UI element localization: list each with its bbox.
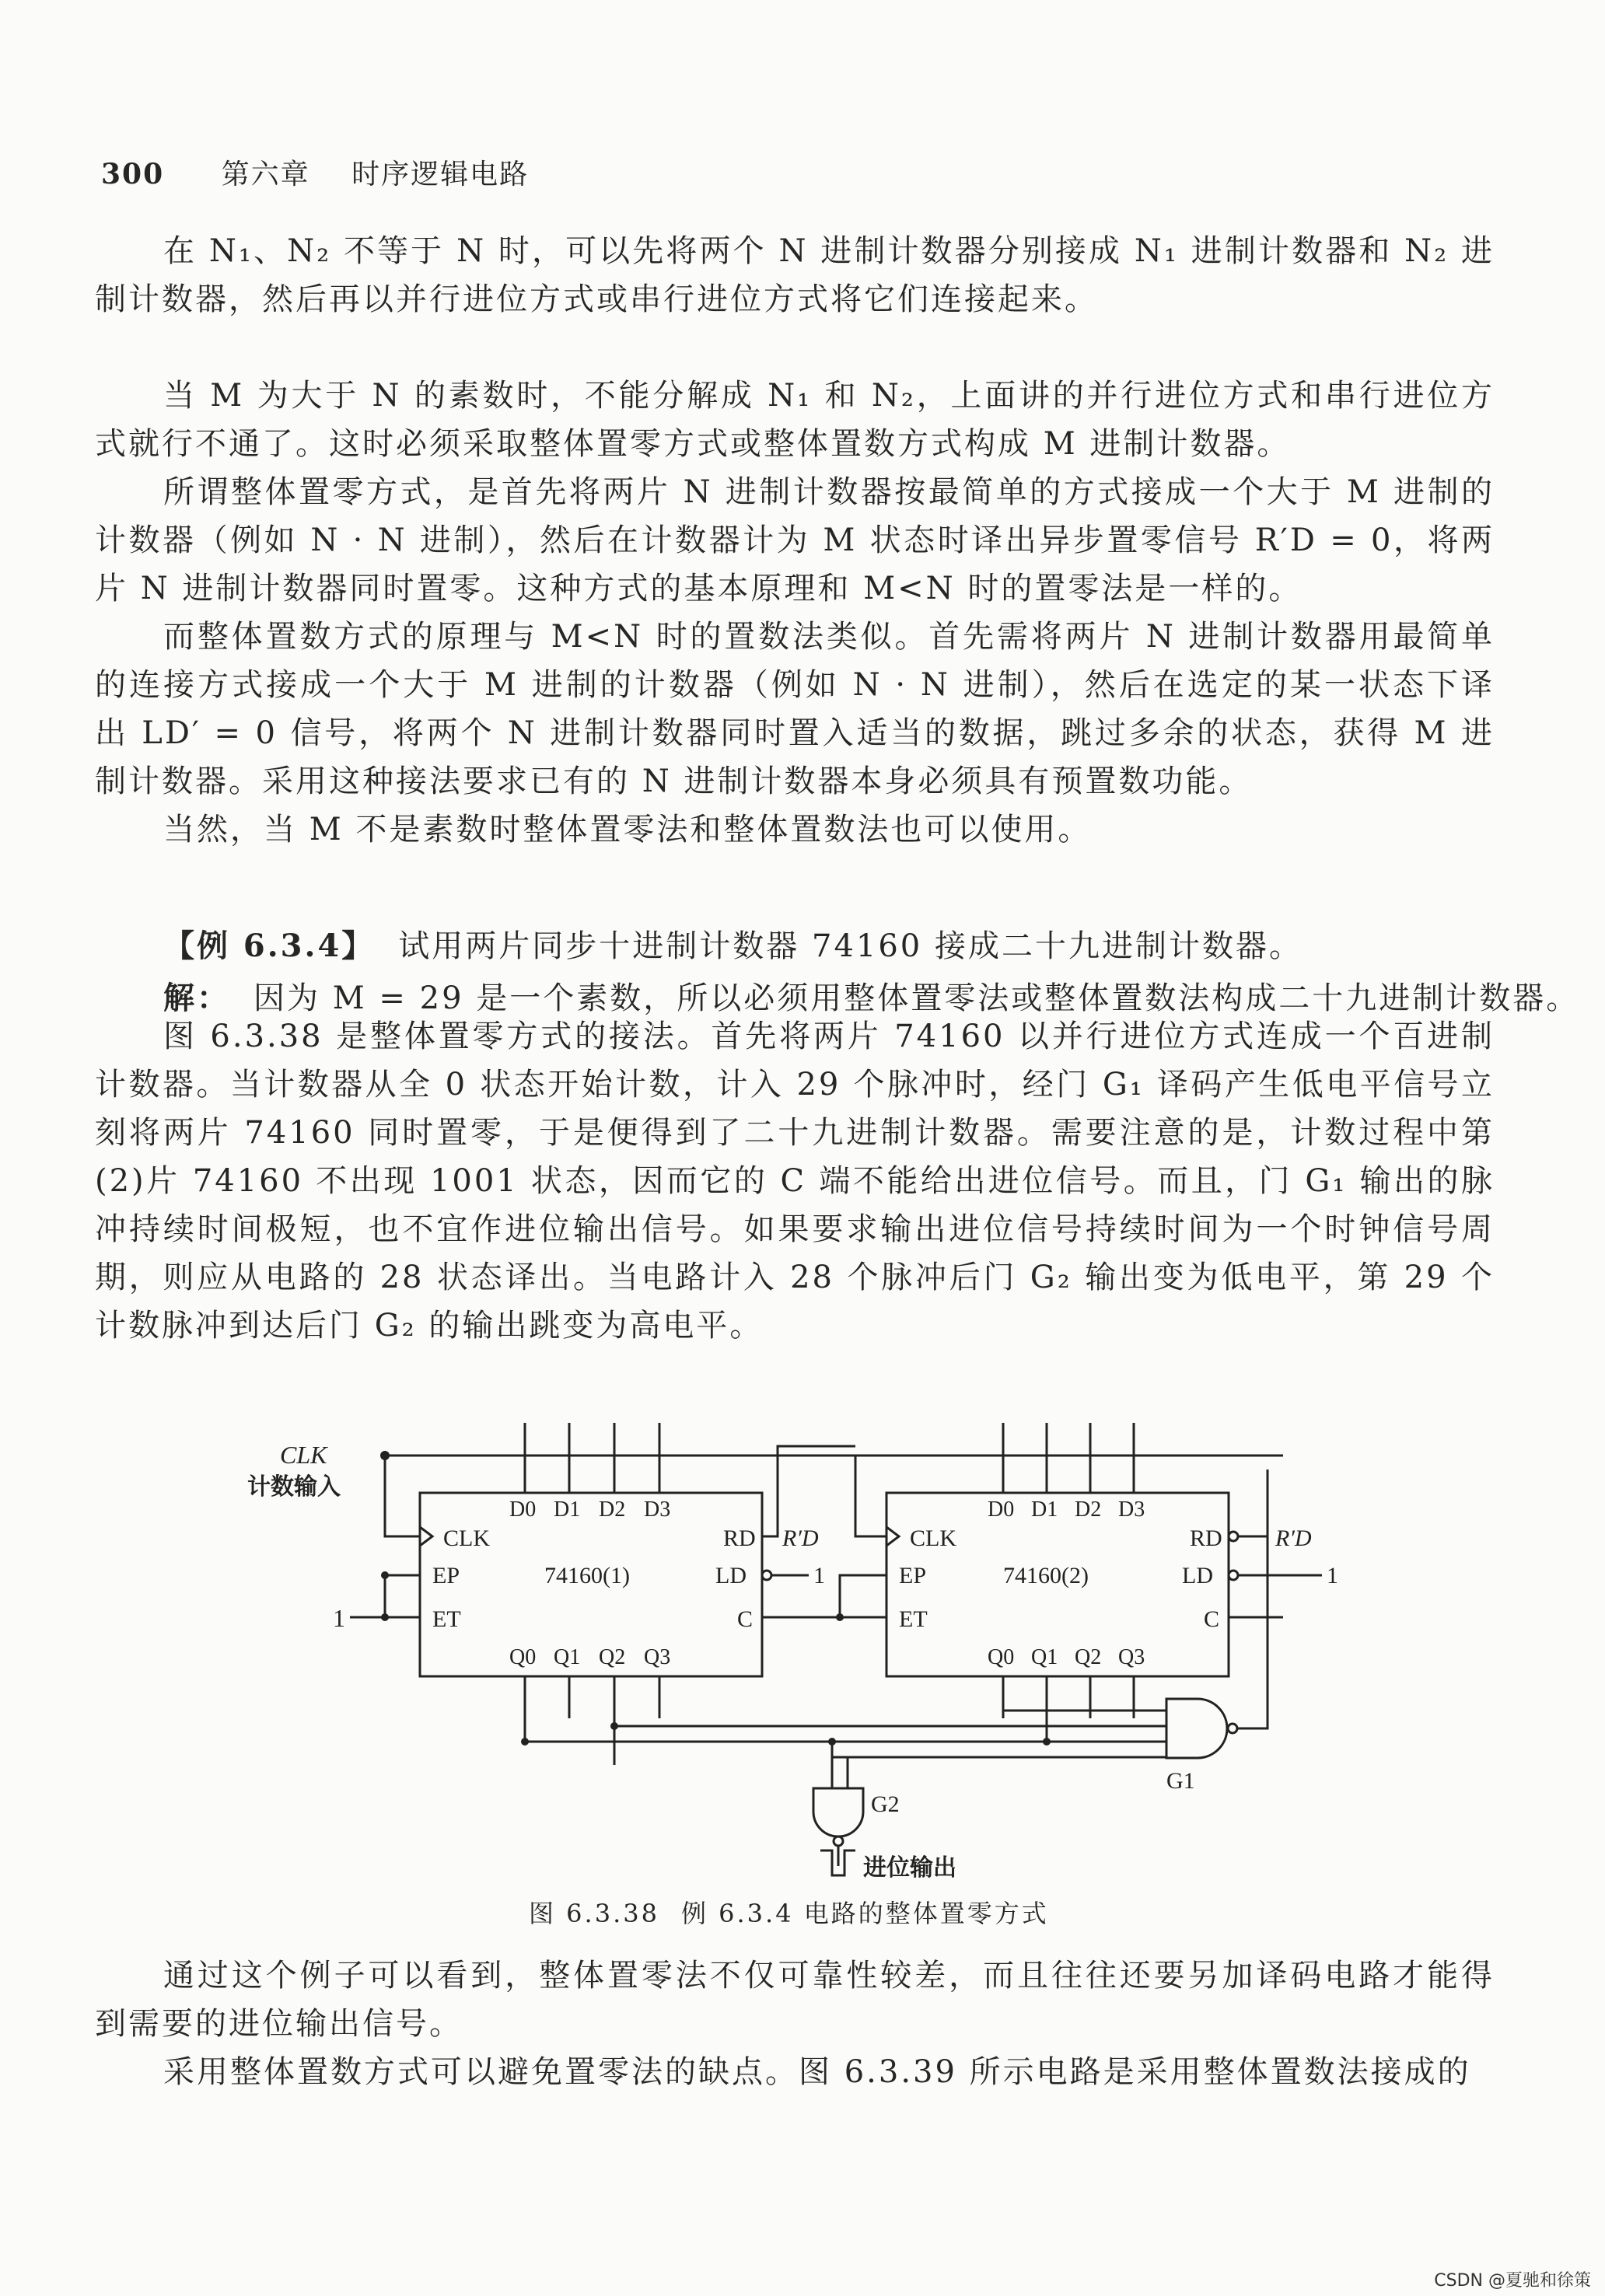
chip1-q1: Q1 (554, 1645, 581, 1669)
clk-label: CLK (280, 1441, 327, 1469)
chip2-rd-pin: RD (1190, 1525, 1222, 1551)
chip2-c-pin: C (1204, 1606, 1220, 1632)
chip2-et-pin: ET (899, 1606, 928, 1632)
ld1-one-label: 1 (813, 1563, 825, 1588)
chip2-d3: D3 (1118, 1497, 1145, 1522)
chip2-d0: D0 (988, 1497, 1015, 1522)
figure-caption (529, 1894, 1049, 1930)
chip1-q0: Q0 (509, 1645, 537, 1669)
page-header (101, 152, 529, 192)
chip1-q2: Q2 (599, 1645, 626, 1669)
example-label: 【例 6.3.4】 (163, 928, 376, 964)
chip1-clk-pin: CLK (443, 1525, 490, 1551)
g1-label: G1 (1166, 1768, 1195, 1794)
chip1-ep-pin: EP (432, 1563, 460, 1588)
chip1-ld-pin: LD (715, 1563, 747, 1588)
paragraph-3: 所谓整体置零方式，是首先将两片 N 进制计数器按最简单的方式接成一个大于 M 进制的计数器（例如 N · N 进制），然后在计数器计为 M 状态时译出异步置零信号 R′D = 0，将两片 N 进制计数器同时置零。这种方式的基本原理和 M<N 时的置零法是一样的。 (95, 474, 1495, 606)
et-one-label: 1 (333, 1604, 345, 1632)
chip1-rd-pin: RD (723, 1525, 756, 1551)
example-heading (163, 921, 1303, 966)
chip2-ld-pin: LD (1182, 1563, 1213, 1588)
solution-line (163, 973, 1579, 1018)
paragraph-2: 当 M 为大于 N 的素数时，不能分解成 N₁ 和 N₂，上面讲的并行进位方式和串行进位方式就行不通了。这时必须采取整体置零方式或整体置数方式构成 M 进制计数器。 (95, 378, 1495, 462)
caption-text: 例 6.3.4 电路的整体置零方式 (680, 1899, 1049, 1928)
chip2-label: 74160(2) (1003, 1563, 1089, 1588)
chip2-d2: D2 (1075, 1497, 1102, 1522)
chip2-q0: Q0 (988, 1645, 1015, 1669)
chip1-d0: D0 (509, 1497, 537, 1522)
chip2-q1: Q1 (1031, 1645, 1058, 1669)
chip1-q3: Q3 (644, 1645, 671, 1669)
watermark: CSDN @夏驰和徐策 (1434, 2271, 1591, 2291)
ld2-one-label: 1 (1327, 1563, 1338, 1588)
clk-input-label: 计数输入 (247, 1473, 341, 1501)
page-number: 300 (101, 158, 165, 190)
chapter-number: 第六章 (221, 159, 310, 190)
g1-gate (1166, 1699, 1227, 1758)
carry-out-label: 进位输出 (863, 1854, 956, 1882)
g2-label: G2 (871, 1791, 900, 1817)
rd-label-1: R′D (782, 1525, 819, 1551)
chip2-q3: Q3 (1118, 1645, 1145, 1669)
solution-label: 解： (163, 980, 230, 1016)
chip2-d1: D1 (1031, 1497, 1058, 1522)
chip1-c-pin: C (737, 1606, 754, 1632)
example-text: 试用两片同步十进制计数器 74160 接成二十九进制计数器。 (398, 928, 1303, 964)
g2-gate (813, 1788, 863, 1836)
circuit-diagram (233, 1400, 1384, 1897)
after-paragraph-1: 通过这个例子可以看到，整体置零法不仅可靠性较差，而且往往还要另加译码电路才能得到需要的进位输出信号。 (95, 1958, 1495, 2042)
chip2-q2: Q2 (1075, 1645, 1102, 1669)
chip1-d1: D1 (554, 1497, 581, 1522)
chapter-title: 时序逻辑电路 (351, 159, 530, 190)
chip1-d2: D2 (599, 1497, 626, 1522)
paragraph-1: 在 N₁、N₂ 不等于 N 时，可以先将两个 N 进制计数器分别接成 N₁ 进制计数器和 N₂ 进制计数器，然后再以并行进位方式或串行进位方式将它们连接起来。 (95, 233, 1495, 317)
chip1-label: 74160(1) (544, 1563, 630, 1588)
after-paragraph-2: 采用整体置数方式可以避免置零法的缺点。图 6.3.39 所示电路是采用整体置数法接成的 (163, 2054, 1471, 2090)
paragraph-5: 当然，当 M 不是素数时整体置零法和整体置数法也可以使用。 (163, 812, 1092, 847)
solution-text: 因为 M = 29 是一个素数，所以必须用整体置零法或整体置数法构成二十九进制计数器。 (254, 980, 1580, 1016)
chip2-ep-pin: EP (899, 1563, 927, 1588)
chip2-clk-pin: CLK (910, 1525, 956, 1551)
chip1-d3: D3 (644, 1497, 671, 1522)
paragraph-4: 而整体置数方式的原理与 M<N 时的置数法类似。首先需将两片 N 进制计数器用最简单的连接方式接成一个大于 M 进制的计数器（例如 N · N 进制），然后在选定的某一状态下译出 LD′ = 0 信号，将两个 N 进制计数器同时置入适当的数据，跳过多余的状态，获得 M 进制计数器。采用这种接法要求已有的 N 进制计数器本身必须具有预置数功能。 (95, 619, 1495, 799)
caption-number: 图 6.3.38 (529, 1899, 659, 1928)
rd-label-2: R′D (1275, 1525, 1312, 1551)
solution-body: 图 6.3.38 是整体置零方式的接法。首先将两片 74160 以并行进位方式连成一个百进制计数器。当计数器从全 0 状态开始计数，计入 29 个脉冲时，经门 G₁ 译码产生低电平信号立刻将两片 74160 同时置零，于是便得到了二十九进制计数器。需要注意的是，计数过程中第(2)片 74160 不出现 1001 状态，因而它的 C 端不能给出进位信号。而且，门 G₁ 输出的脉冲持续时间极短，也不宜作进位输出信号。如果要求输出进位信号持续时间为一个时钟信号周期，则应从电路的 28 状态译出。当电路计入 28 个脉冲后门 G₂ 输出变为低电平，第 29 个计数脉冲到达后门 G₂ 的输出跳变为高电平。 (95, 1019, 1495, 1344)
chip1-et-pin: ET (432, 1606, 461, 1632)
